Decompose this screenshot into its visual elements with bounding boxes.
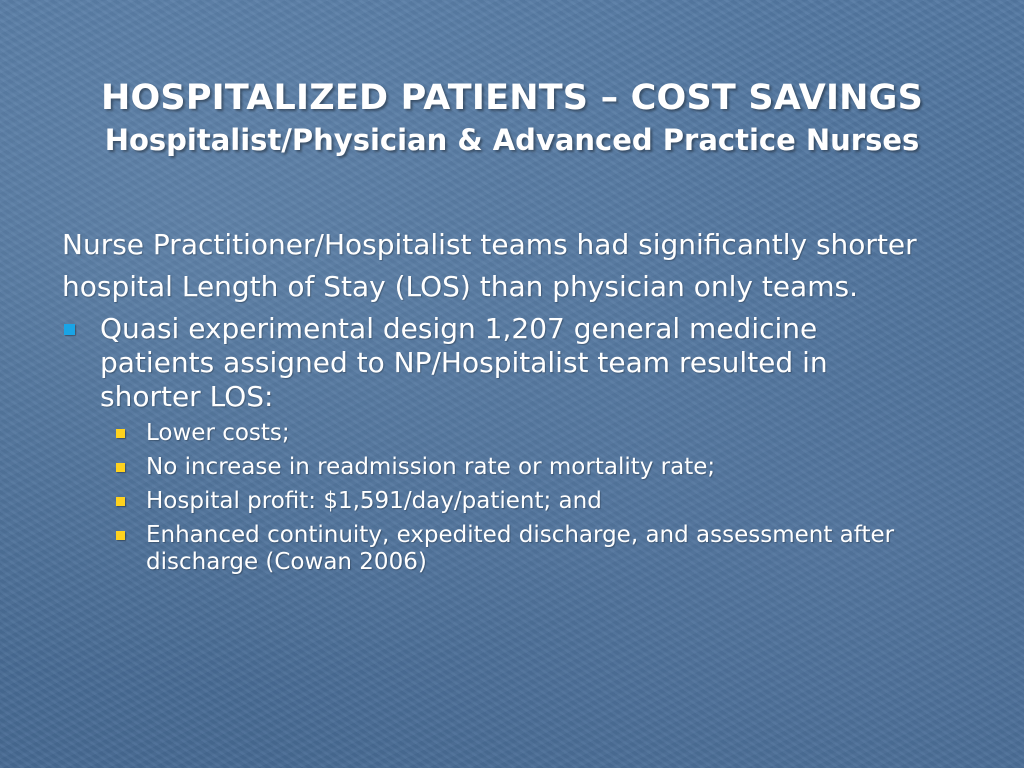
square-bullet-icon: [116, 497, 125, 506]
slide-subtitle: Hospitalist/Physician & Advanced Practice Nurses: [104, 123, 920, 157]
sub-bullet-text: No increase in readmission rate or mortality rate;: [146, 454, 716, 480]
sub-bullet-item: [146, 488, 976, 515]
square-bullet-icon: [116, 429, 125, 438]
slide-title: HOSPITALIZED PATIENTS – COST SAVINGS: [100, 78, 924, 118]
sub-bullet-item: [146, 454, 976, 481]
title-block: [0, 78, 1024, 158]
sub-bullet-text: Enhanced continuity, expedited discharge, and assessment after discharge (Cowan 2006): [146, 522, 895, 575]
intro-paragraph: Nurse Practitioner/Hospitalist teams had significantly shorter hospital Length of Stay (LOS) than physician only teams.: [62, 228, 917, 303]
slide-body: [62, 224, 962, 583]
sub-bullet-text: Hospital profit: $1,591/day/patient; and: [146, 488, 602, 514]
bullet-item: [62, 312, 920, 414]
square-bullet-icon: [64, 324, 75, 335]
sub-bullet-text: Lower costs;: [146, 420, 290, 446]
square-bullet-icon: [116, 531, 125, 540]
sub-bullet-list: [62, 420, 976, 576]
sub-bullet-item: [146, 420, 976, 447]
square-bullet-icon: [116, 463, 125, 472]
bullet-text: Quasi experimental design 1,207 general medicine patients assigned to NP/Hospitalist team resulted in shorter LOS:: [100, 312, 828, 413]
sub-bullet-item: [146, 522, 976, 576]
